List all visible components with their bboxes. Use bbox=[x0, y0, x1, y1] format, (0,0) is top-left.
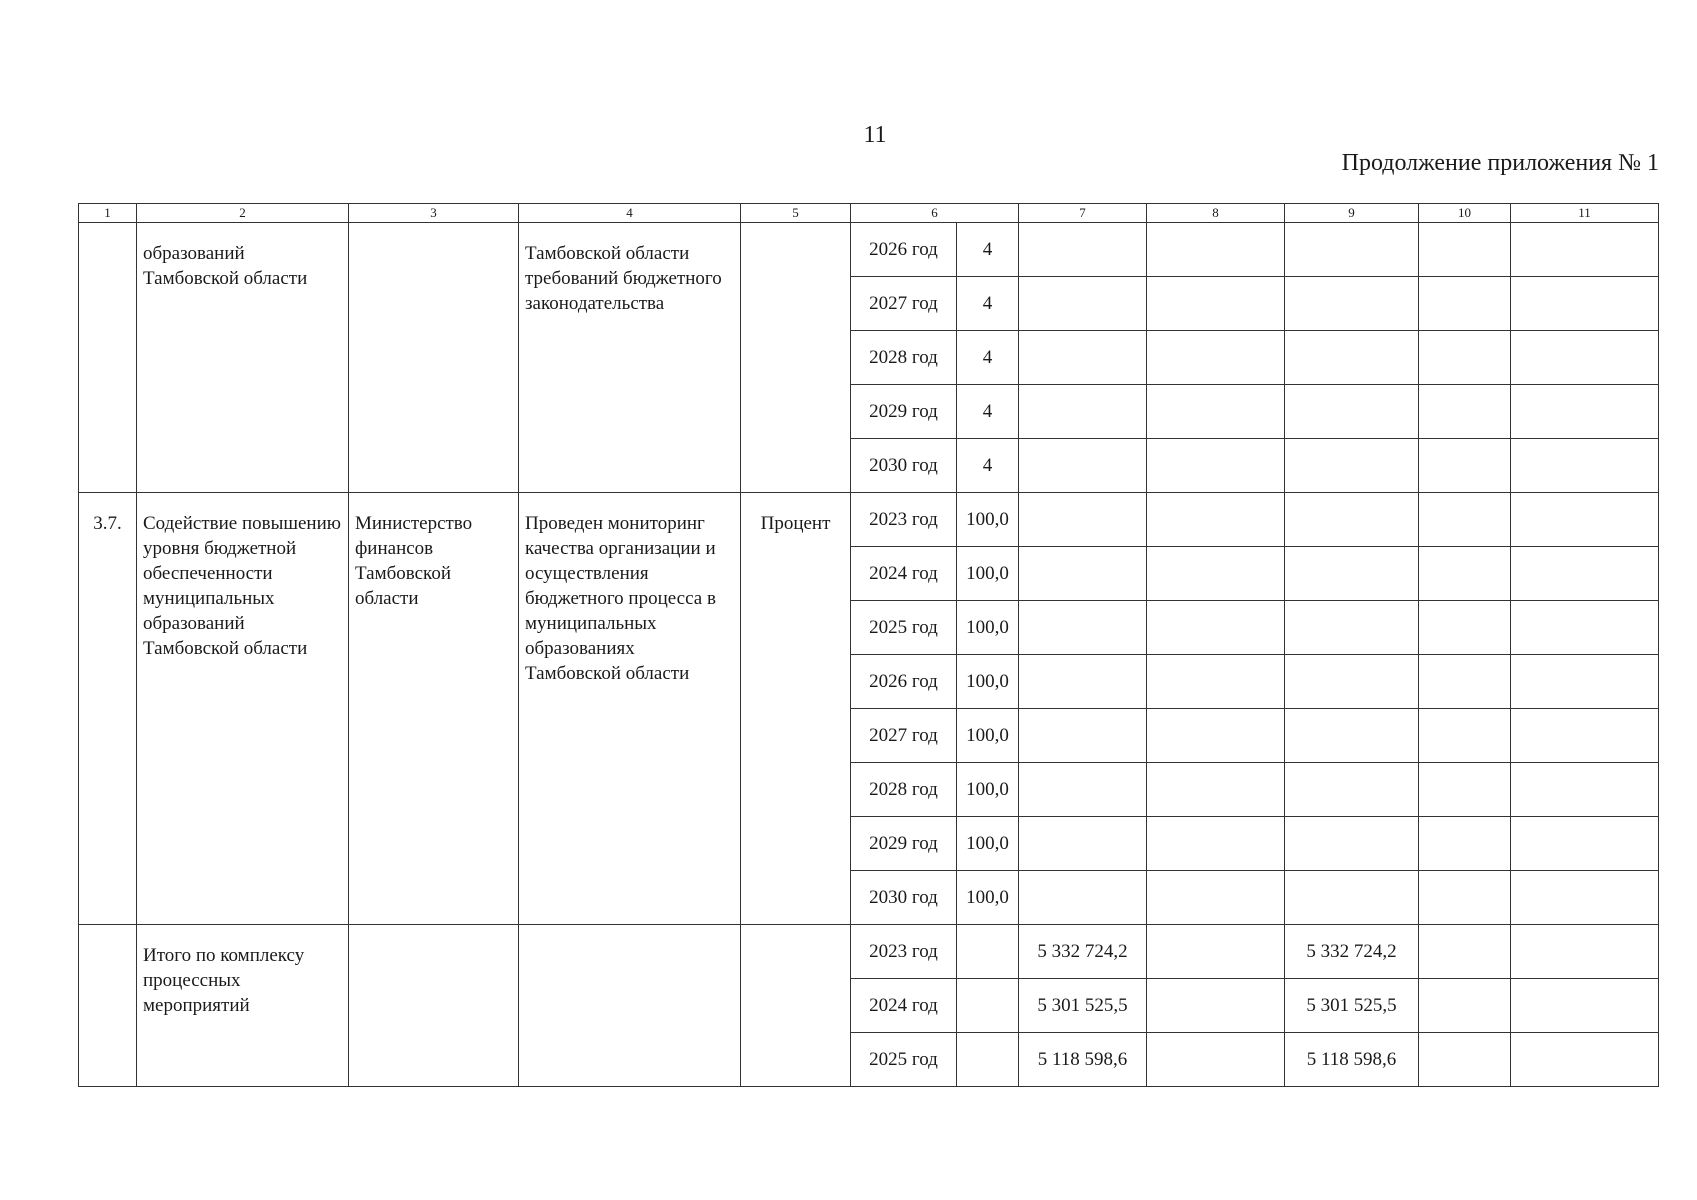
value-cell: 100,0 bbox=[957, 709, 1019, 763]
column-number: 9 bbox=[1285, 204, 1419, 223]
value-cell: 100,0 bbox=[957, 817, 1019, 871]
column-number-row bbox=[79, 204, 1659, 223]
value-cell: 100,0 bbox=[957, 655, 1019, 709]
total-funding-cell: 5 332 724,2 bbox=[1019, 925, 1147, 979]
table-row bbox=[79, 223, 1659, 277]
value-cell: 100,0 bbox=[957, 763, 1019, 817]
value-cell: 100,0 bbox=[957, 871, 1019, 925]
row-number-cell: 3.7. bbox=[79, 493, 137, 925]
value-cell: 4 bbox=[957, 277, 1019, 331]
measure-name-cell: образований Тамбовской области bbox=[137, 223, 349, 493]
year-cell: 2026 год bbox=[851, 655, 957, 709]
column-number: 6 bbox=[851, 204, 1019, 223]
column-number: 7 bbox=[1019, 204, 1147, 223]
unit-cell bbox=[741, 223, 851, 493]
year-cell: 2026 год bbox=[851, 223, 957, 277]
measure-name-cell: Содействие повышению уровня бюджетной обеспеченности муниципальных образований Тамбовской области bbox=[137, 493, 349, 925]
year-cell: 2024 год bbox=[851, 979, 957, 1033]
year-cell: 2028 год bbox=[851, 331, 957, 385]
year-cell: 2030 год bbox=[851, 439, 957, 493]
table-row bbox=[79, 493, 1659, 547]
regional-budget-cell: 5 332 724,2 bbox=[1285, 925, 1419, 979]
program-table bbox=[78, 203, 1659, 1087]
column-number: 1 bbox=[79, 204, 137, 223]
result-cell: Проведен мониторинг качества организации и осуществления бюджетного процесса в муниципальных образованиях Тамбовской области bbox=[519, 493, 741, 925]
column-number: 11 bbox=[1511, 204, 1659, 223]
column-number: 3 bbox=[349, 204, 519, 223]
year-cell: 2024 год bbox=[851, 547, 957, 601]
year-cell: 2029 год bbox=[851, 385, 957, 439]
year-cell: 2025 год bbox=[851, 601, 957, 655]
row-number-cell bbox=[79, 223, 137, 493]
unit-cell bbox=[741, 925, 851, 1087]
regional-budget-cell: 5 118 598,6 bbox=[1285, 1033, 1419, 1087]
result-cell bbox=[519, 925, 741, 1087]
executor-cell: Министерство финансов Тамбовской области bbox=[349, 493, 519, 925]
executor-cell bbox=[349, 223, 519, 493]
year-cell: 2025 год bbox=[851, 1033, 957, 1087]
column-number: 2 bbox=[137, 204, 349, 223]
year-cell: 2030 год bbox=[851, 871, 957, 925]
page-number: 11 bbox=[863, 122, 887, 148]
result-cell: Тамбовской области требований бюджетного законодательства bbox=[519, 223, 741, 493]
regional-budget-cell: 5 301 525,5 bbox=[1285, 979, 1419, 1033]
row-number-cell bbox=[79, 925, 137, 1087]
executor-cell bbox=[349, 925, 519, 1087]
total-name-cell: Итого по комплексу процессных мероприятий bbox=[137, 925, 349, 1087]
value-cell: 4 bbox=[957, 331, 1019, 385]
appendix-continuation-note: Продолжение приложения № 1 bbox=[1341, 150, 1659, 176]
table-row bbox=[79, 925, 1659, 979]
total-funding-cell: 5 301 525,5 bbox=[1019, 979, 1147, 1033]
value-cell: 4 bbox=[957, 385, 1019, 439]
year-cell: 2027 год bbox=[851, 709, 957, 763]
value-cell: 100,0 bbox=[957, 547, 1019, 601]
value-cell: 4 bbox=[957, 223, 1019, 277]
unit-cell: Процент bbox=[741, 493, 851, 925]
year-cell: 2029 год bbox=[851, 817, 957, 871]
value-cell: 4 bbox=[957, 439, 1019, 493]
value-cell: 100,0 bbox=[957, 601, 1019, 655]
year-cell: 2023 год bbox=[851, 925, 957, 979]
year-cell: 2028 год bbox=[851, 763, 957, 817]
year-cell: 2023 год bbox=[851, 493, 957, 547]
column-number: 5 bbox=[741, 204, 851, 223]
year-cell: 2027 год bbox=[851, 277, 957, 331]
total-funding-cell: 5 118 598,6 bbox=[1019, 1033, 1147, 1087]
column-number: 8 bbox=[1147, 204, 1285, 223]
column-number: 4 bbox=[519, 204, 741, 223]
value-cell: 100,0 bbox=[957, 493, 1019, 547]
column-number: 10 bbox=[1419, 204, 1511, 223]
